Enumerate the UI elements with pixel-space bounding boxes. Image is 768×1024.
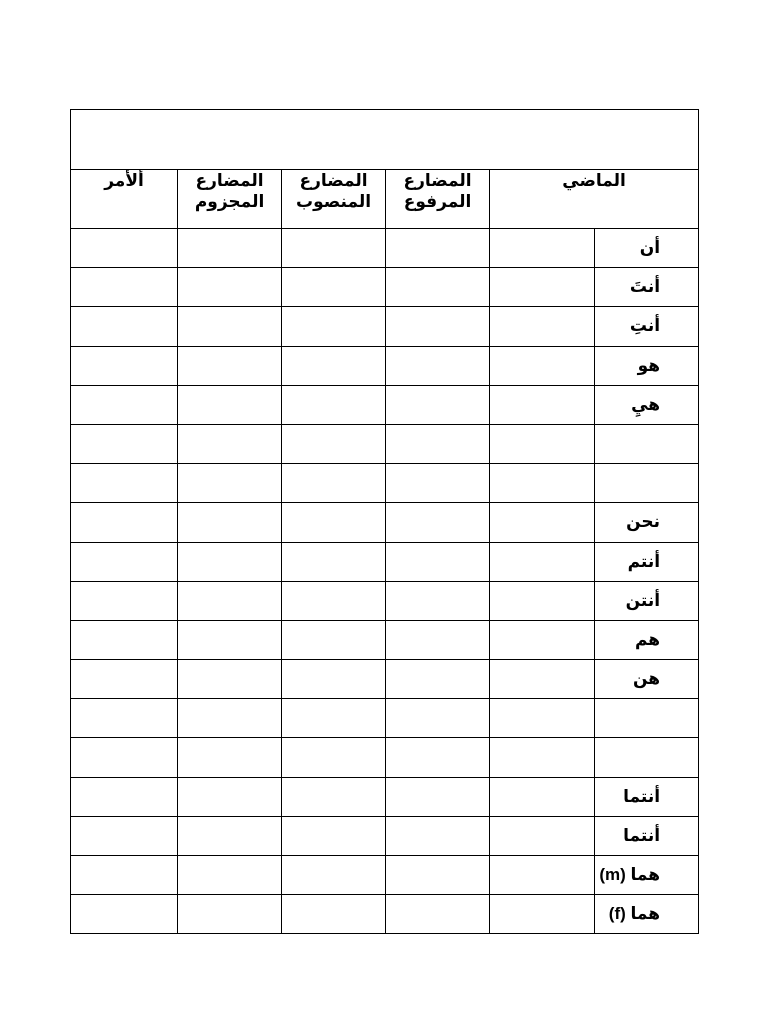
table-row <box>71 777 699 816</box>
table-row <box>71 856 699 895</box>
past-cell[interactable] <box>490 385 595 424</box>
present-subjunctive-cell[interactable] <box>282 620 386 659</box>
past-cell[interactable] <box>490 268 595 307</box>
past-cell[interactable] <box>490 424 595 463</box>
imperative-cell[interactable] <box>71 424 178 463</box>
table-row <box>71 229 699 268</box>
pronoun-cell: أن <box>595 229 699 268</box>
past-cell[interactable] <box>490 307 595 346</box>
present-subjunctive-cell[interactable] <box>282 660 386 699</box>
table-row <box>71 385 699 424</box>
header-present-jussive: المضارع المجزوم <box>178 170 282 229</box>
past-cell[interactable] <box>490 856 595 895</box>
header-present-subjunctive: المضارع المنصوب <box>282 170 386 229</box>
table-row <box>71 738 699 777</box>
pronoun-cell: أنتِ <box>595 307 699 346</box>
present-indicative-cell[interactable] <box>386 660 490 699</box>
present-subjunctive-cell[interactable] <box>282 581 386 620</box>
present-subjunctive-cell[interactable] <box>282 385 386 424</box>
header-past: الماضي <box>490 170 699 229</box>
present-indicative-cell[interactable] <box>386 464 490 503</box>
imperative-cell[interactable] <box>71 816 178 855</box>
imperative-cell[interactable] <box>71 777 178 816</box>
pronoun-cell <box>595 424 699 463</box>
table-row <box>71 503 699 542</box>
table-row <box>71 699 699 738</box>
table-row <box>71 895 699 934</box>
table-row <box>71 816 699 855</box>
header-imperative: ألأمر <box>71 170 178 229</box>
imperative-cell[interactable] <box>71 268 178 307</box>
pronoun-cell: هو <box>595 346 699 385</box>
present-indicative-cell[interactable] <box>386 346 490 385</box>
imperative-cell[interactable] <box>71 503 178 542</box>
header-row <box>71 170 699 229</box>
table-row <box>71 346 699 385</box>
table-row <box>71 424 699 463</box>
pronoun-cell <box>595 464 699 503</box>
pronoun-cell: هن <box>595 660 699 699</box>
present-indicative-cell[interactable] <box>386 542 490 581</box>
imperative-cell[interactable] <box>71 738 178 777</box>
present-indicative-cell[interactable] <box>386 581 490 620</box>
past-cell[interactable] <box>490 738 595 777</box>
present-subjunctive-cell[interactable] <box>282 346 386 385</box>
present-jussive-cell[interactable] <box>178 581 282 620</box>
present-subjunctive-cell[interactable] <box>282 738 386 777</box>
present-subjunctive-cell[interactable] <box>282 699 386 738</box>
present-indicative-cell[interactable] <box>386 856 490 895</box>
present-indicative-cell[interactable] <box>386 816 490 855</box>
present-jussive-cell[interactable] <box>178 346 282 385</box>
pronoun-cell: أنتما <box>595 816 699 855</box>
pronoun-cell: هما (f) <box>595 895 699 934</box>
table-body <box>71 229 699 934</box>
present-subjunctive-cell[interactable] <box>282 464 386 503</box>
header-present-indicative: المضارع المرفوع <box>386 170 490 229</box>
pronoun-cell: نحن <box>595 503 699 542</box>
present-subjunctive-cell[interactable] <box>282 503 386 542</box>
imperative-cell[interactable] <box>71 385 178 424</box>
present-subjunctive-cell[interactable] <box>282 856 386 895</box>
past-cell[interactable] <box>490 777 595 816</box>
present-jussive-cell[interactable] <box>178 307 282 346</box>
imperative-cell[interactable] <box>71 699 178 738</box>
present-subjunctive-cell[interactable] <box>282 542 386 581</box>
present-jussive-cell[interactable] <box>178 660 282 699</box>
imperative-cell[interactable] <box>71 856 178 895</box>
pronoun-cell: أنتم <box>595 542 699 581</box>
present-indicative-cell[interactable] <box>386 895 490 934</box>
present-jussive-cell[interactable] <box>178 464 282 503</box>
pronoun-cell: هما (m) <box>595 856 699 895</box>
present-subjunctive-cell[interactable] <box>282 268 386 307</box>
table-row <box>71 307 699 346</box>
conjugation-table <box>70 109 699 934</box>
pronoun-cell: أنتما <box>595 777 699 816</box>
present-jussive-cell[interactable] <box>178 620 282 659</box>
imperative-cell[interactable] <box>71 895 178 934</box>
present-indicative-cell[interactable] <box>386 777 490 816</box>
present-jussive-cell[interactable] <box>178 856 282 895</box>
present-jussive-cell[interactable] <box>178 777 282 816</box>
present-jussive-cell[interactable] <box>178 542 282 581</box>
present-subjunctive-cell[interactable] <box>282 777 386 816</box>
imperative-cell[interactable] <box>71 660 178 699</box>
pronoun-cell: أنتَ <box>595 268 699 307</box>
present-jussive-cell[interactable] <box>178 424 282 463</box>
title-row <box>71 110 699 170</box>
present-jussive-cell[interactable] <box>178 895 282 934</box>
imperative-cell[interactable] <box>71 581 178 620</box>
past-cell[interactable] <box>490 581 595 620</box>
present-subjunctive-cell[interactable] <box>282 816 386 855</box>
imperative-cell[interactable] <box>71 620 178 659</box>
present-indicative-cell[interactable] <box>386 620 490 659</box>
pronoun-cell <box>595 699 699 738</box>
past-cell[interactable] <box>490 895 595 934</box>
table-row <box>71 660 699 699</box>
imperative-cell[interactable] <box>71 542 178 581</box>
past-cell[interactable] <box>490 464 595 503</box>
present-jussive-cell[interactable] <box>178 503 282 542</box>
present-indicative-cell[interactable] <box>386 738 490 777</box>
table-row <box>71 581 699 620</box>
past-cell[interactable] <box>490 660 595 699</box>
imperative-cell[interactable] <box>71 229 178 268</box>
present-indicative-cell[interactable] <box>386 307 490 346</box>
present-subjunctive-cell[interactable] <box>282 895 386 934</box>
pronoun-cell: أنتن <box>595 581 699 620</box>
present-jussive-cell[interactable] <box>178 816 282 855</box>
past-cell[interactable] <box>490 699 595 738</box>
table-row <box>71 464 699 503</box>
present-indicative-cell[interactable] <box>386 229 490 268</box>
present-indicative-cell[interactable] <box>386 503 490 542</box>
present-indicative-cell[interactable] <box>386 268 490 307</box>
present-jussive-cell[interactable] <box>178 385 282 424</box>
table-row <box>71 620 699 659</box>
past-cell[interactable] <box>490 229 595 268</box>
past-cell[interactable] <box>490 503 595 542</box>
imperative-cell[interactable] <box>71 346 178 385</box>
table-row <box>71 542 699 581</box>
present-indicative-cell[interactable] <box>386 699 490 738</box>
present-jussive-cell[interactable] <box>178 699 282 738</box>
pronoun-cell: هيِ <box>595 385 699 424</box>
imperative-cell[interactable] <box>71 464 178 503</box>
present-indicative-cell[interactable] <box>386 424 490 463</box>
present-indicative-cell[interactable] <box>386 385 490 424</box>
present-subjunctive-cell[interactable] <box>282 229 386 268</box>
pronoun-cell: هم <box>595 620 699 659</box>
present-jussive-cell[interactable] <box>178 229 282 268</box>
present-subjunctive-cell[interactable] <box>282 424 386 463</box>
past-cell[interactable] <box>490 620 595 659</box>
table-title-cell[interactable] <box>71 110 699 170</box>
past-cell[interactable] <box>490 346 595 385</box>
present-jussive-cell[interactable] <box>178 738 282 777</box>
table-row <box>71 268 699 307</box>
past-cell[interactable] <box>490 816 595 855</box>
imperative-cell[interactable] <box>71 307 178 346</box>
present-jussive-cell[interactable] <box>178 268 282 307</box>
past-cell[interactable] <box>490 542 595 581</box>
pronoun-cell <box>595 738 699 777</box>
present-subjunctive-cell[interactable] <box>282 307 386 346</box>
